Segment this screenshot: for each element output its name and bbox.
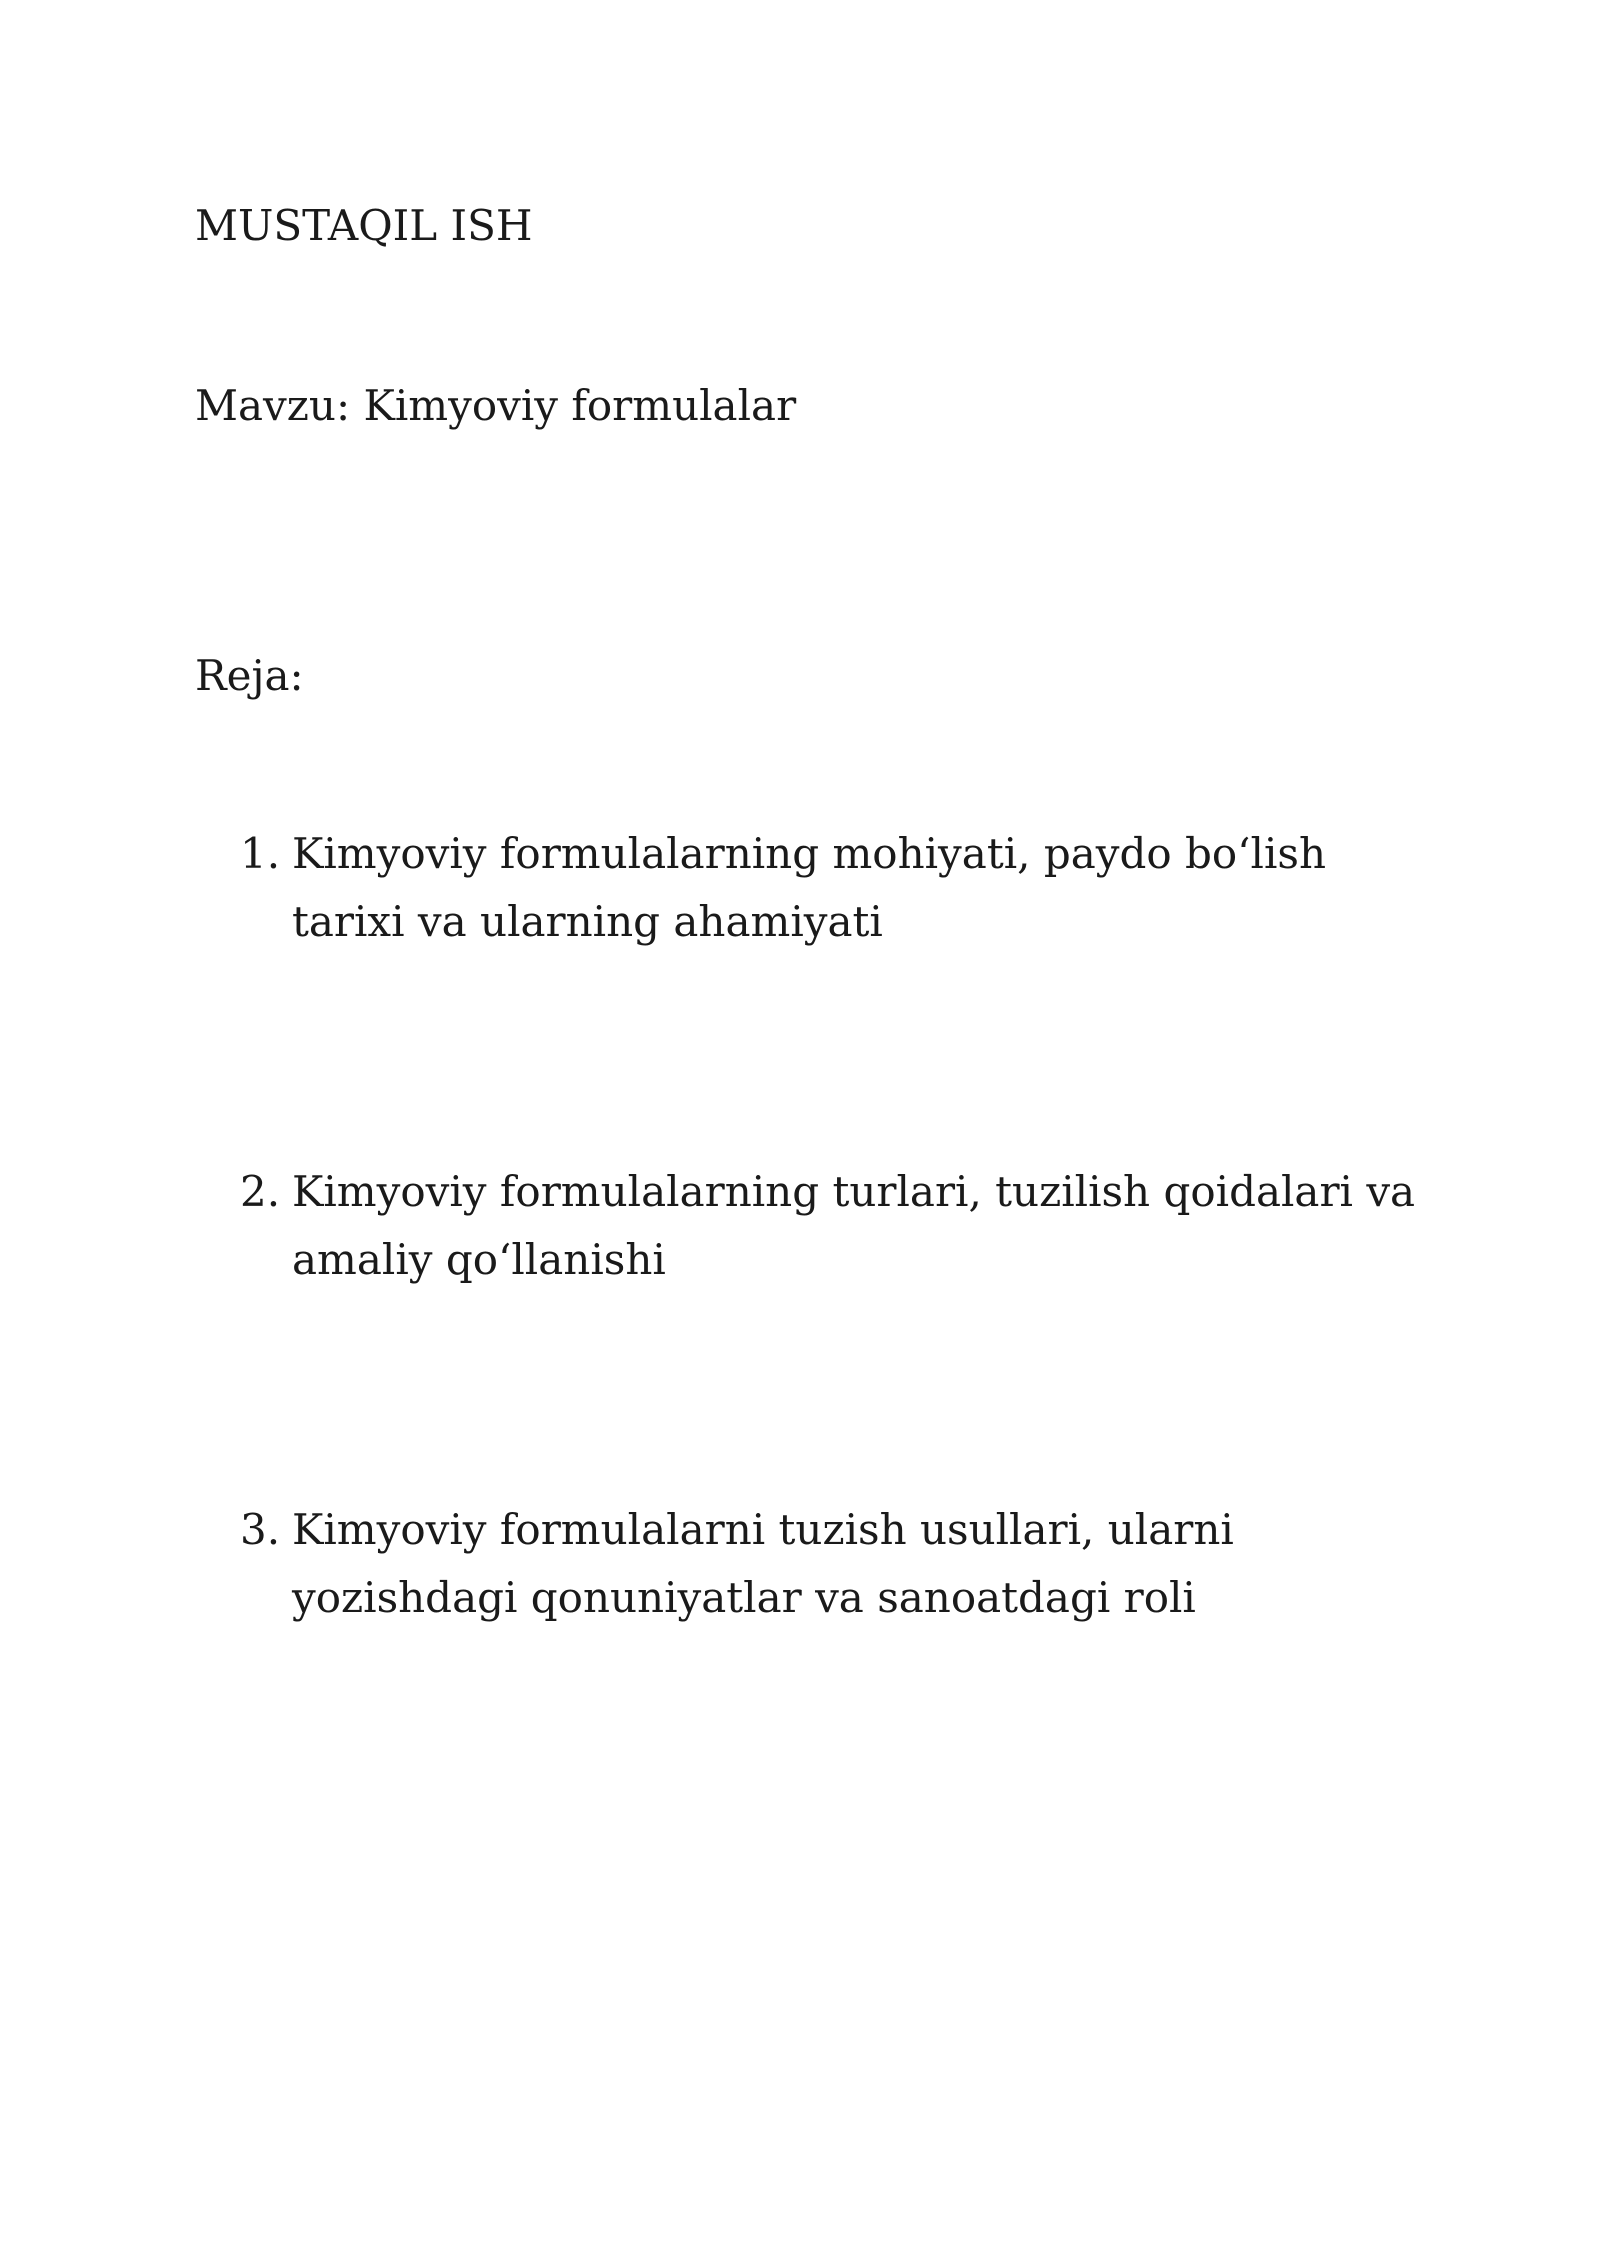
plan-item-number: 3. bbox=[240, 1505, 281, 1554]
document-title: MUSTAQIL ISH bbox=[195, 201, 533, 250]
document-topic: Mavzu: Kimyoviy formulalar bbox=[195, 381, 797, 430]
plan-item-1 bbox=[240, 820, 1440, 956]
plan-item-text: Kimyoviy formulalarning mohiyati, paydo bo‘lish tarixi va ularning ahamiyati bbox=[292, 829, 1327, 946]
plan-item-3 bbox=[240, 1496, 1440, 1632]
plan-label: Reja: bbox=[195, 651, 304, 700]
plan-item-2 bbox=[240, 1158, 1440, 1294]
plan-item-text: Kimyoviy formulalarning turlari, tuzilish qoidalari va amaliy qo‘llanishi bbox=[292, 1167, 1416, 1284]
plan-item-text: Kimyoviy formulalarni tuzish usullari, ularni yozishdagi qonuniyatlar va sanoatdagi roli bbox=[292, 1505, 1234, 1622]
plan-item-number: 1. bbox=[240, 829, 281, 878]
plan-item-number: 2. bbox=[240, 1167, 281, 1216]
